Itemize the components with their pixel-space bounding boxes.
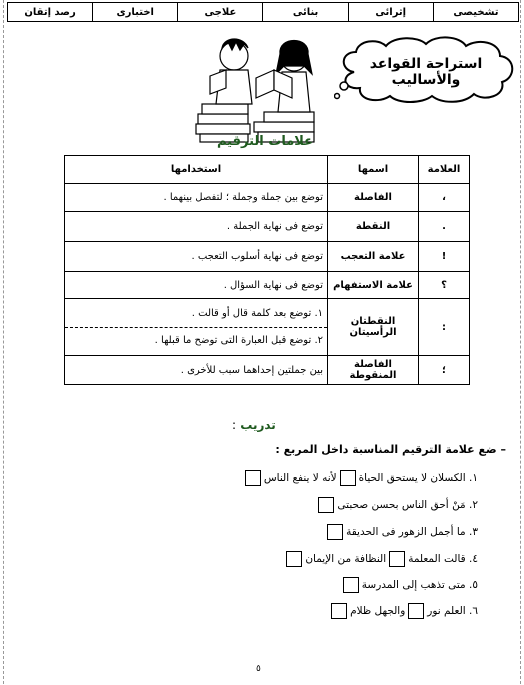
answer-box[interactable] — [286, 551, 302, 567]
mark-cell: ! — [419, 242, 470, 272]
header-mark: العلامة — [419, 156, 470, 184]
name-cell: النقطة — [328, 212, 419, 242]
tab-remedial[interactable]: علاجى — [177, 3, 262, 21]
name-cell: النقطتان الرأسيتان — [328, 299, 419, 356]
header-use: استخدامها — [65, 156, 328, 184]
exercise-instruction — [275, 443, 506, 456]
tab-constructive[interactable]: بنائى — [262, 3, 347, 21]
page-title: استراحة القواعد والأساليب — [369, 56, 483, 88]
answer-box[interactable] — [331, 603, 347, 619]
use-cell: توضع فى نهاية الجملة . — [65, 212, 328, 242]
exercise-colon: : — [232, 418, 237, 432]
item-text: ٤. قالت المعلمة — [408, 553, 478, 565]
answer-box[interactable] — [408, 603, 424, 619]
table-row — [65, 242, 470, 272]
bullet: – — [500, 443, 506, 456]
tab-mastery[interactable]: رصد إتقان — [24, 6, 76, 18]
table-row — [65, 272, 470, 299]
page-number: ٥ — [256, 664, 261, 674]
exercise-item — [327, 524, 478, 540]
table-row — [65, 212, 470, 242]
name-cell: علامة الاستفهام — [328, 272, 419, 299]
tab-enrichment[interactable]: إثرائى — [348, 3, 433, 21]
mark-cell: ، — [419, 184, 470, 212]
item-text: ٣. ما أجمل الزهور فى الحديقة — [346, 526, 478, 538]
item-text: ١. الكسلان لا يستحق الحياة — [358, 472, 478, 484]
exercise-item — [331, 603, 478, 619]
answer-box[interactable] — [389, 551, 405, 567]
answer-box[interactable] — [245, 470, 261, 486]
use-subline: ٢. توضع قبل العبارة التى توضح ما قبلها . — [154, 335, 323, 346]
mark-cell: ؛ — [419, 356, 470, 385]
use-subline: ١. توضع بعد كلمة قال أو قالت . — [65, 301, 327, 328]
exercise-item — [343, 577, 478, 593]
section-title: علامات الترقيم — [216, 134, 313, 149]
header-name: اسمها — [328, 156, 419, 184]
name-cell: علامة التعجب — [328, 242, 419, 272]
name-cell: الفاصلة — [328, 184, 419, 212]
table-header-row — [65, 156, 470, 184]
answer-box[interactable] — [343, 577, 359, 593]
tab-test[interactable]: اختبارى — [92, 3, 177, 21]
item-text: والجهل ظلام — [350, 605, 406, 617]
answer-box[interactable] — [340, 470, 356, 486]
item-text: ٢. مَنْ أحق الناس بحسن صحبتى — [337, 499, 478, 511]
table-row — [65, 356, 470, 385]
header-tabs — [7, 2, 519, 22]
instruction-text: ضع علامة الترقيم المناسبة داخل المربع : — [275, 443, 497, 456]
children-reading-books-icon — [194, 26, 330, 144]
name-cell: الفاصلة المنقوطة — [328, 356, 419, 385]
answer-box[interactable] — [327, 524, 343, 540]
answer-box[interactable] — [318, 497, 334, 513]
table-row — [65, 184, 470, 212]
use-cell: توضع فى نهاية السؤال . — [65, 272, 328, 299]
mark-cell: ؟ — [419, 272, 470, 299]
exercise-heading — [232, 418, 276, 432]
use-cell — [65, 299, 328, 356]
use-cell: توضع فى نهاية أسلوب التعجب . — [65, 242, 328, 272]
item-text: ٦. العلم نور — [427, 605, 478, 617]
mark-cell: : — [419, 299, 470, 356]
exercise-item — [286, 551, 478, 567]
punctuation-table — [64, 155, 470, 385]
mark-cell: . — [419, 212, 470, 242]
exercise-label: تدريب — [240, 418, 276, 432]
exercise-item — [318, 497, 478, 513]
exercise-item — [245, 470, 478, 486]
item-text: النظافة من الإيمان — [305, 553, 387, 565]
item-text: لأنه لا ينفع الناس — [263, 472, 337, 484]
table-row — [65, 299, 470, 356]
use-cell: بين جملتين إحداهما سبب للأخرى . — [65, 356, 328, 385]
tab-diagnostic[interactable]: تشخيصى — [433, 3, 518, 21]
use-cell: توضع بين جملة وجملة ؛ لتفصل بينهما . — [65, 184, 328, 212]
item-text: ٥. متى تذهب إلى المدرسة — [361, 579, 478, 591]
